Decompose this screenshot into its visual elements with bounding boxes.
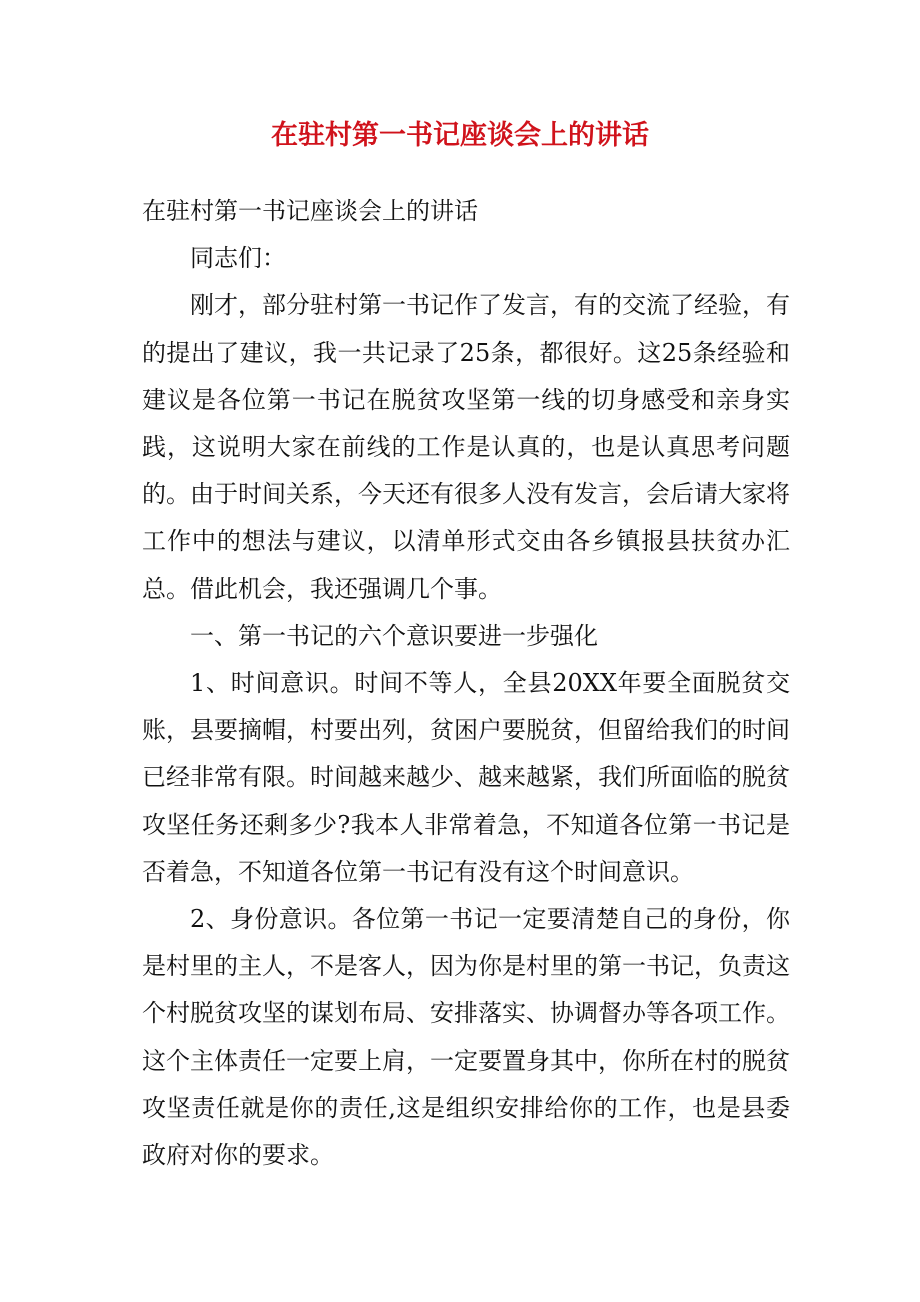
document-subtitle: 在驻村第一书记座谈会上的讲话 (142, 197, 478, 225)
paragraph-identity-awareness: 2、身份意识。各位第一书记一定要清楚自己的身份，你是村里的主人，不是客人，因为你是村里的第一书记，负责这个村脱贫攻坚的谋划布局、安排落实、协调督办等各项工作。这个主体责任一定要上肩，一定要置身其中，你所在村的脱贫攻坚责任就是你的责任,这是组织安排给你的工作，也是县委政府对你的要求。 (142, 905, 790, 1170)
section-heading: 一、第一书记的六个意识要进一步强化 (190, 621, 598, 650)
page-title: 在驻村第一书记座谈会上的讲话 (271, 120, 649, 151)
salutation: 同志们： (190, 244, 286, 273)
paragraph-time-awareness: 1、时间意识。时间不等人，全县20XX年要全面脱贫交账，县要摘帽，村要出列，贫困户要脱贫，但留给我们的时间已经非常有限。时间越来越少、越来越紧，我们所面临的脱贫攻坚任务还剩多少?我本人非常着急，不知道各位第一书记是否着急，不知道各位第一书记有没有这个时间意识。 (142, 669, 790, 886)
paragraph-intro: 刚才，部分驻村第一书记作了发言，有的交流了经验，有的提出了建议，我一共记录了25条，都很好。这25条经验和建议是各位第一书记在脱贫攻坚第一线的切身感受和亲身实践，这说明大家在前线的工作是认真的，也是认真思考问题的。由于时间关系，今天还有很多人没有发言，会后请大家将工作中的想法与建议，以清单形式交由各乡镇报县扶贫办汇总。借此机会，我还强调几个事。 (142, 291, 790, 603)
document-body (142, 188, 790, 1179)
